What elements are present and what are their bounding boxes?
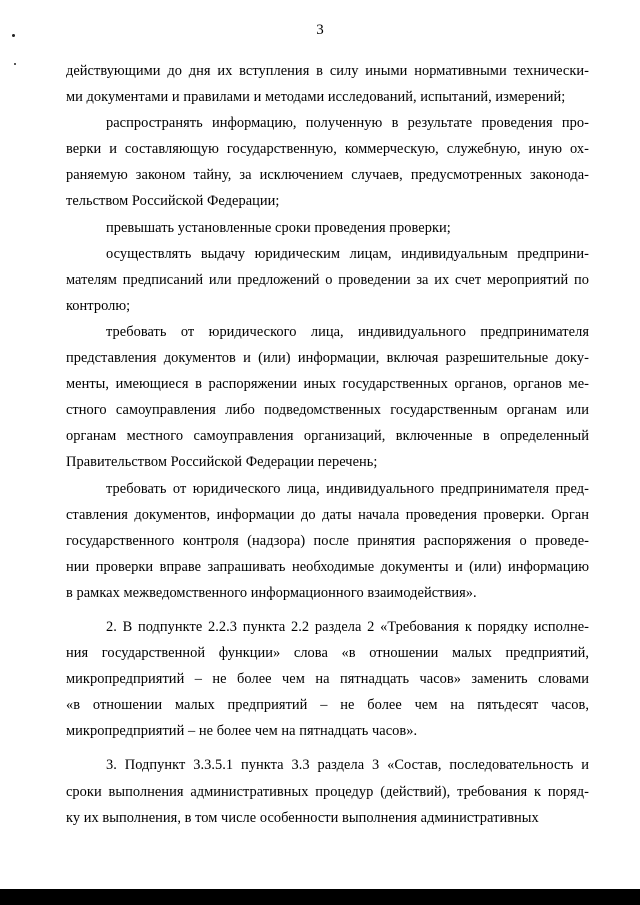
paragraph [66,476,589,606]
text-line: контролю; [66,297,131,314]
text-line: представления документов и (или) информации, включая разрешительные доку- [66,350,589,367]
text-line: сроки выполнения административных процедур (действий), требования к поряд- [66,783,589,800]
paragraph [66,58,589,110]
text-line: действующими до дня их вступления в силу иными нормативными технически- [66,63,589,79]
text-line: ставления документов, информации до даты начала проведения проверки. Орган [66,506,589,523]
text-line: менты, имеющиеся в распоряжении иных государственных органов, органов ме- [66,376,589,393]
text-line: нии проверки вправе запрашивать необходимые документы и (или) информацию [66,558,589,575]
text-line: мателям предписаний или предложений о проведении за их счет мероприятий по [66,271,589,288]
page-number: 3 [316,22,324,38]
text-line: осуществлять выдачу юридическим лицам, индивидуальным предприни- [106,245,589,262]
text-line: распространять информацию, полученную в результате проведения про- [106,115,589,132]
paragraph [66,752,589,830]
text-line: верки и составляющую государственную, коммерческую, служебную, иную ох- [66,141,589,158]
text-line: микропредприятий – не более чем на пятнадцать часов» заменить словами [66,671,589,688]
text-line: в рамках межведомственного информационного взаимодействия». [66,584,477,601]
paragraph [66,215,589,241]
scan-border [0,889,640,905]
text-line: 2. В подпункте 2.2.3 пункта 2.2 раздела 2 «Требования к порядку исполне- [106,618,589,635]
paragraph-gap [66,744,589,752]
text-line: ния государственной функции» слова «в отношении малых предприятий, [66,645,589,662]
text-line: стного самоуправления либо подведомственных государственным органам или [66,402,589,419]
text-line: превышать установленные сроки проведения проверки; [106,219,451,236]
text-line: ми документами и правилами и методами исследований, испытаний, измерений; [66,89,566,106]
text-line: органам местного самоуправления организаций, включенные в определенный [66,428,589,445]
paragraph [66,241,589,319]
document-body [66,58,589,831]
paragraph-gap [66,606,589,614]
text-line: раняемую законом тайну, за исключением случаев, предусмотренных законода- [66,167,589,184]
paragraph [66,614,589,744]
text-line: ку их выполнения, в том числе особенности выполнения административных [66,809,539,826]
text-line: Правительством Российской Федерации перечень; [66,454,378,471]
scan-speck [14,63,16,65]
text-line: требовать от юридического лица, индивидуального предпринимателя [106,323,589,340]
text-line: «в отношении малых предприятий – не более чем на пятьдесят часов, [66,697,589,714]
text-line: 3. Подпункт 3.3.5.1 пункта 3.3 раздела 3 «Состав, последовательность и [106,757,589,774]
text-line: требовать от юридического лица, индивидуального предпринимателя пред- [106,480,589,497]
scan-speck [12,34,15,37]
text-line: микропредприятий – не более чем на пятнадцать часов». [66,723,418,740]
text-line: тельством Российской Федерации; [66,193,280,210]
paragraph [66,319,589,476]
paragraph [66,110,589,214]
text-line: государственного контроля (надзора) после принятия распоряжения о проведе- [66,532,589,549]
